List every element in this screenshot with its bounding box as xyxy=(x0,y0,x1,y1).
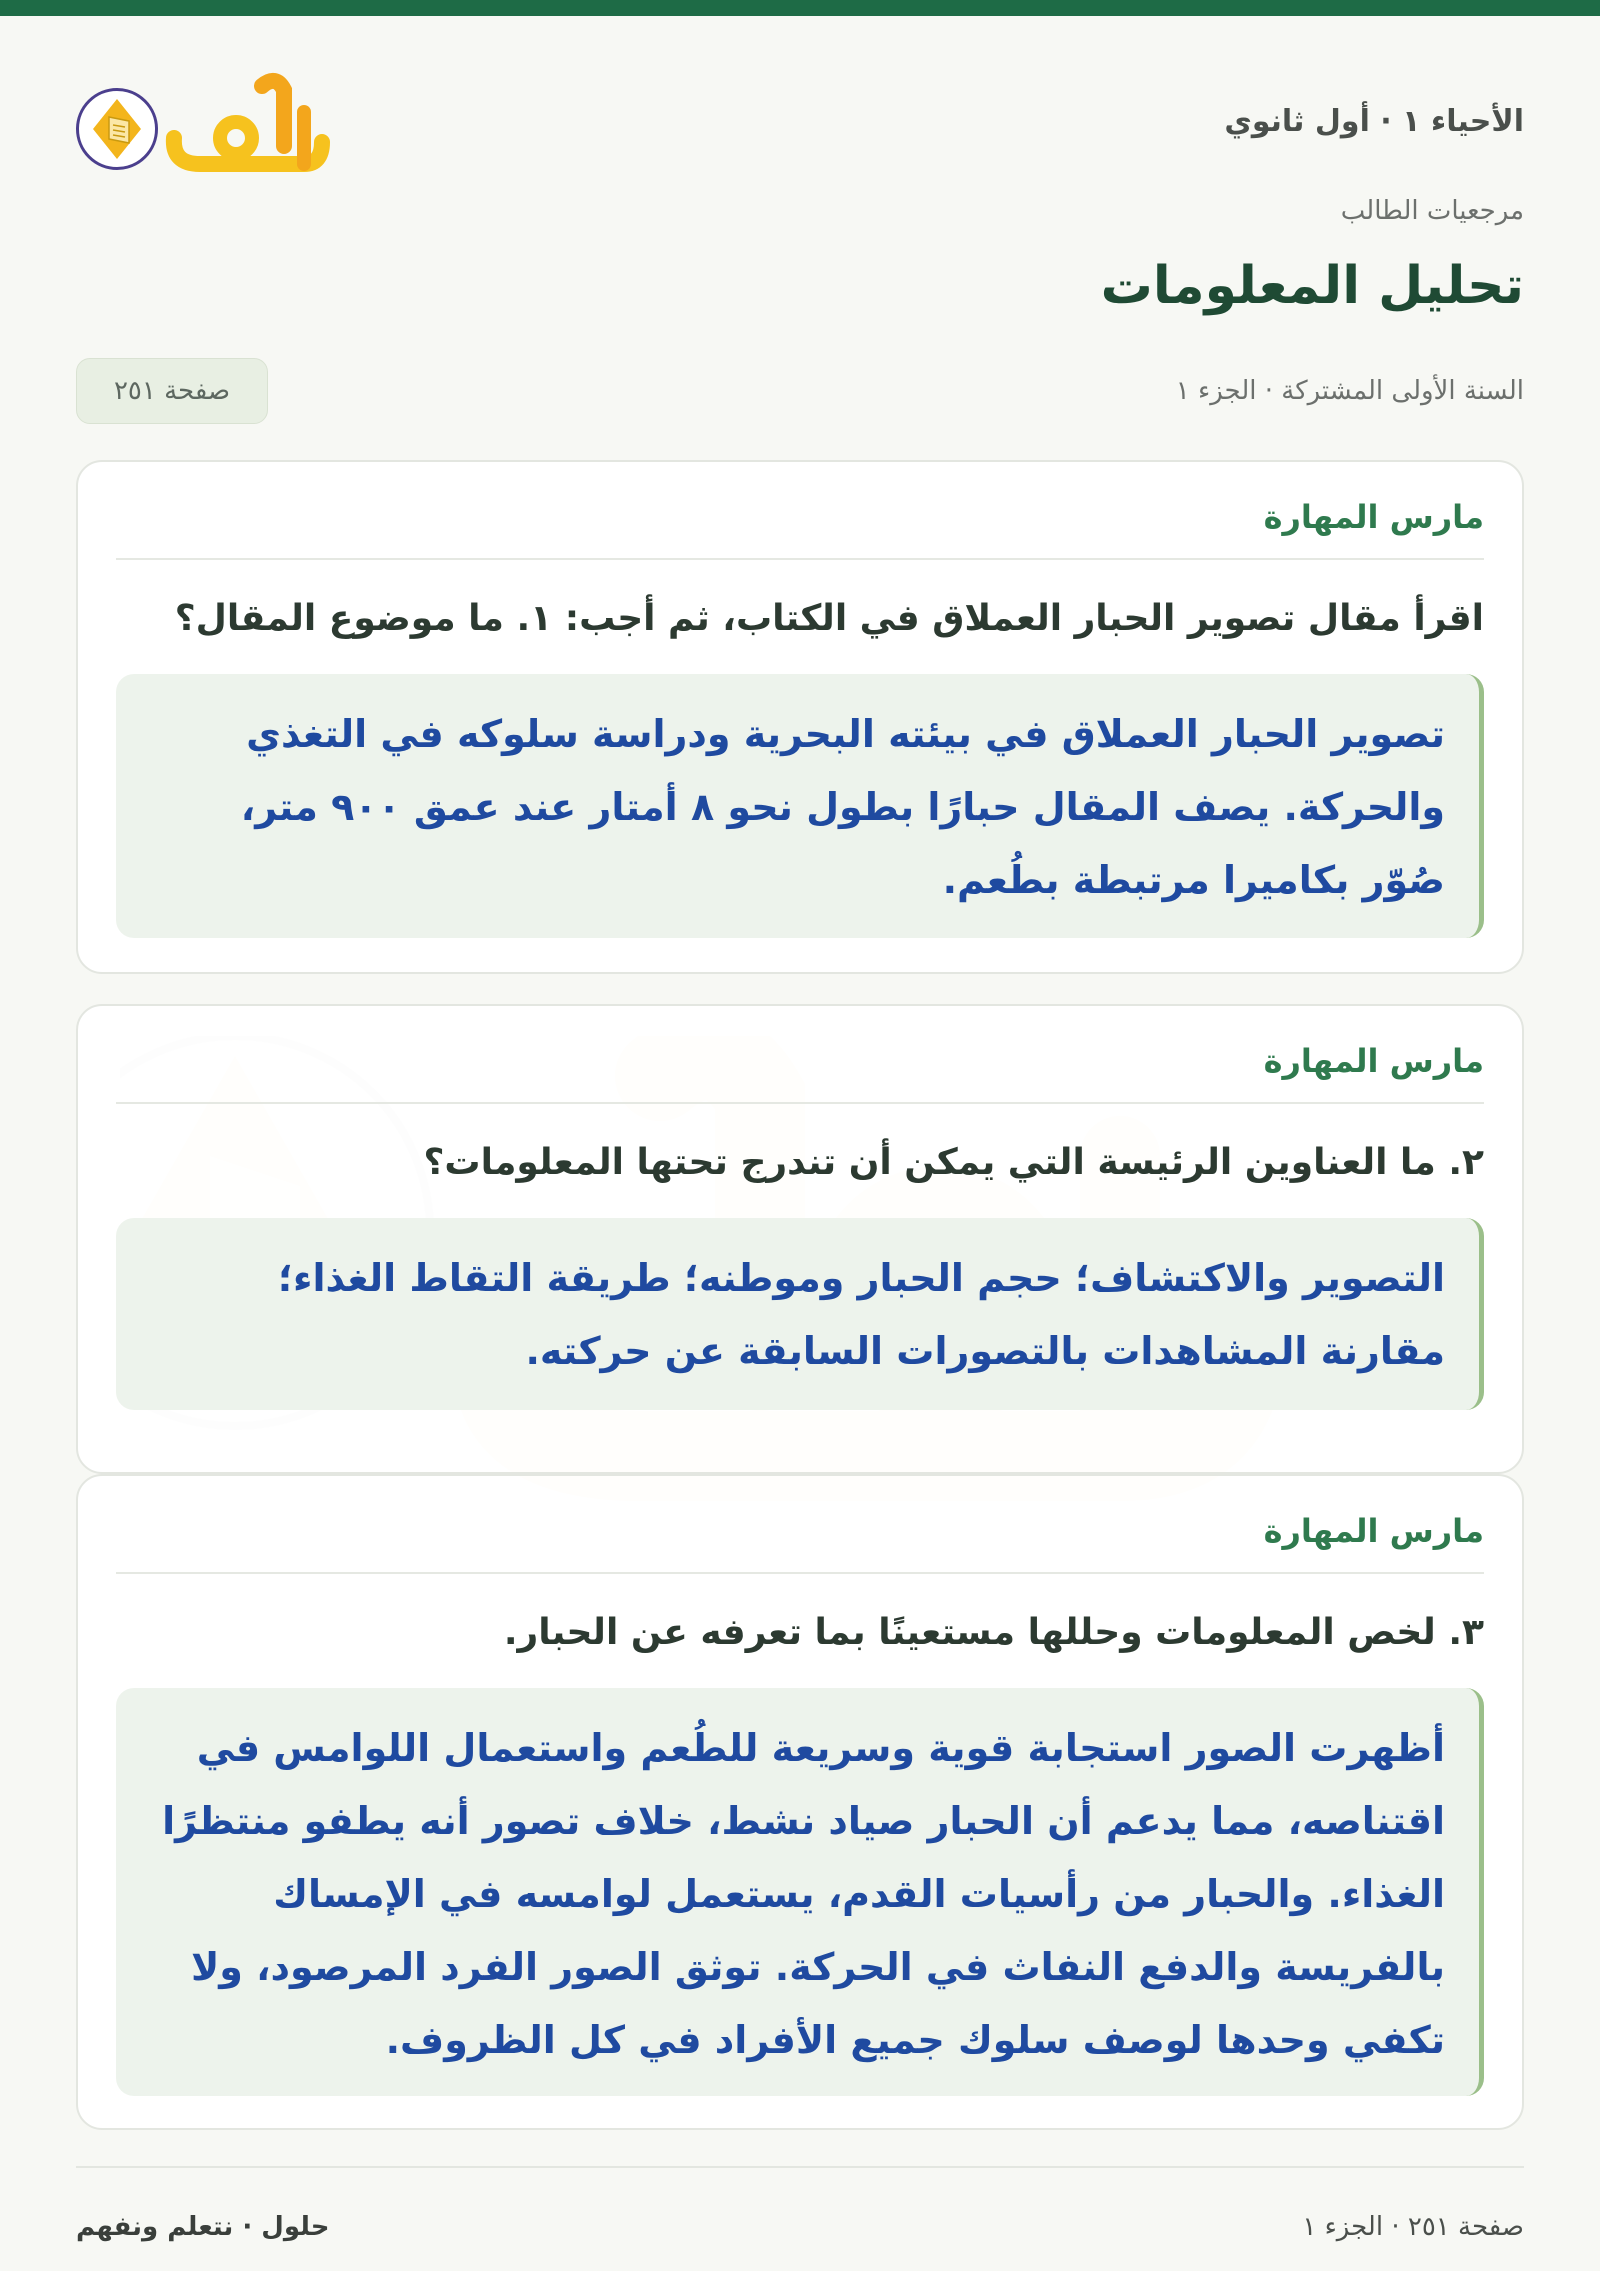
page-number-badge: صفحة ٢٥١ xyxy=(76,358,268,424)
top-accent-bar xyxy=(0,0,1600,16)
footer-page-ref: صفحة ٢٥١ · الجزء ١ xyxy=(1302,2212,1524,2242)
answer-box: أظهرت الصور استجابة قوية وسريعة للطُعم واستعمال اللوامس في اقتناصه، مما يدعم أن الحبار صياد نشط، خلاف تصور أنه يطفو منتظرًا الغذاء. والحبار من رأسيات القدم، يستعمل لوامسه في الإمساك بالفريسة والدفع النفاث في الحركة. توثق الصور الفرد المرصود، ولا تكفي وحدها لوصف سلوك جميع الأفراد في كل الظروف. xyxy=(116,1688,1484,2096)
course-title: الأحياء ١ · أول ثانوي xyxy=(1224,104,1524,139)
page-title: تحليل المعلومات xyxy=(1100,256,1524,316)
header xyxy=(76,72,1524,182)
logo-wordmark xyxy=(164,72,334,182)
footer-brand: حلول · نتعلم ونفهم xyxy=(76,2212,330,2242)
card-label: مارس المهارة xyxy=(1263,498,1484,536)
card-divider xyxy=(116,1102,1484,1104)
footer-divider xyxy=(76,2166,1524,2168)
page xyxy=(0,16,1600,2271)
question-text: ٣. لخص المعلومات وحللها مستعينًا بما تعرفه عن الحبار. xyxy=(503,1612,1484,1653)
book-diamond-icon xyxy=(79,91,155,167)
logo-badge xyxy=(76,88,158,170)
answer-box: تصوير الحبار العملاق في بيئته البحرية ودراسة سلوكه في التغذي والحركة. يصف المقال حبارًا بطول نحو ٨ أمتار عند عمق ٩٠٠ متر، صُوّر بكاميرا مرتبطة بطُعم. xyxy=(116,674,1484,938)
breadcrumb[interactable]: مرجعيات الطالب xyxy=(1340,196,1524,226)
course-meta: السنة الأولى المشتركة · الجزء ١ xyxy=(1175,376,1524,406)
question-text: اقرأ مقال تصوير الحبار العملاق في الكتاب، ثم أجب: ١. ما موضوع المقال؟ xyxy=(174,598,1484,639)
card-divider xyxy=(116,1572,1484,1574)
card-label: مارس المهارة xyxy=(1263,1042,1484,1080)
exercise-card-3 xyxy=(76,1474,1524,2130)
exercise-card-1 xyxy=(76,460,1524,974)
answer-box: التصوير والاكتشاف؛ حجم الحبار وموطنه؛ طريقة التقاط الغذاء؛ مقارنة المشاهدات بالتصورات السابقة عن حركته. xyxy=(116,1218,1484,1410)
question-text: ٢. ما العناوين الرئيسة التي يمكن أن تندرج تحتها المعلومات؟ xyxy=(423,1142,1484,1183)
exercise-card-2 xyxy=(76,1004,1524,1474)
logo[interactable] xyxy=(76,72,336,182)
card-divider xyxy=(116,558,1484,560)
card-label: مارس المهارة xyxy=(1263,1512,1484,1550)
